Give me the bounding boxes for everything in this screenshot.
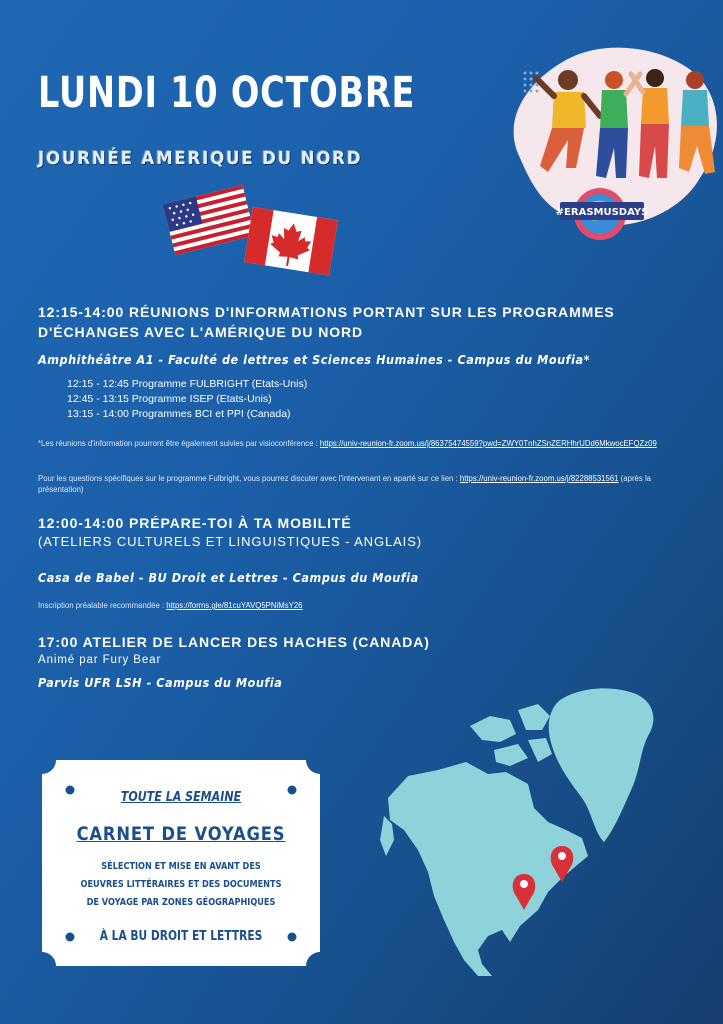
event1-fulbright-note: Pour les questions spécifiques sur le programme Fulbright, vous pourrez discuter avec l'intervenant en aparté sur ce lien : https://univ-reunion-fr.zoom.us/j/82288531561 (après la présentation) [38, 474, 652, 494]
card-title: CARNET DE VOYAGES [76, 823, 286, 845]
card-kicker: TOUTE LA SEMAINE [120, 790, 242, 805]
card-location: À LA BU DROIT ET LETTRES [99, 929, 263, 944]
students-celebrating-illustration [500, 38, 723, 248]
registration-form-link[interactable]: https://forms.gle/81cuYAVQ5PNiMsY26 [166, 601, 303, 610]
flags-illustration [160, 183, 345, 283]
hashtag-label: #ERASMUSDAYS [555, 207, 649, 218]
event1-place: Amphithéâtre A1 - Faculté de lettres et Sciences Humaines - Campus du Moufia* [38, 352, 591, 367]
event2-place: Casa de Babel - BU Droit et Lettres - Campus du Moufia [38, 570, 419, 585]
greenland-shape [549, 688, 654, 842]
zoom-link-1[interactable]: https://univ-reunion-fr.zoom.us/j/86375474559?pwd=ZWY0TnhZSnZERHhrUDd6MkwocEFQZz09 [319, 439, 657, 448]
card-description: SÉLECTION ET MISE EN AVANT DES OEUVRES LITTÉRAIRES ET DES DOCUMENTS DE VOYAGE PAR ZONES GÉOGRAPHIQUES [80, 861, 282, 908]
event3-place: Parvis UFR LSH - Campus du Moufia [38, 675, 283, 690]
usa-flag-icon [163, 185, 255, 255]
event2-heading: 12:00-14:00 PRÉPARE-TOI À TA MOBILITÉ [38, 515, 352, 531]
north-america-map [378, 680, 678, 980]
program-item: 13:15 - 14:00 Programmes BCI et PPI (Canada) [67, 408, 291, 420]
zoom-link-2[interactable]: https://univ-reunion-fr.zoom.us/j/82288531561 [459, 474, 619, 483]
event2-registration-note: Inscription préalable recommandée : https://forms.gle/81cuYAVQ5PNiMsY26 [38, 601, 303, 610]
program-item: 12:15 - 12:45 Programme FULBRIGHT (Etats-Unis) [67, 378, 308, 390]
event1-heading: 12:15-14:00 RÉUNIONS D'INFORMATIONS PORTANT SUR LES PROGRAMMES D'ÉCHANGES AVEC L'AMÉRIQUE DU NORD [38, 304, 615, 340]
event2-subheading: (ATELIERS CULTURELS ET LINGUISTIQUES - ANGLAIS) [38, 534, 422, 549]
event3-subheading: Animé par Fury Bear [38, 654, 162, 666]
event1-program-list [67, 377, 307, 422]
page-subtitle: JOURNÉE AMERIQUE DU NORD [38, 148, 363, 169]
canadian-arctic-shape [470, 704, 552, 766]
event3-heading: 17:00 ATELIER DE LANCER DES HACHES (CANADA) [38, 634, 430, 650]
program-item: 12:45 - 13:15 Programme ISEP (Etats-Unis) [67, 393, 272, 405]
canada-flag-icon [244, 207, 338, 276]
event1-visio-note: *Les réunions d'information pourront être également suivies par visioconférence : https://univ-reunion-fr.zoom.us/j/86375474559?pwd=ZWY0TnhZSnZERHhrUDd6MkwocEFQZz09 [38, 439, 657, 448]
page-title: LUNDI 10 OCTOBRE [38, 68, 416, 118]
carnet-de-voyages-card [42, 760, 320, 966]
